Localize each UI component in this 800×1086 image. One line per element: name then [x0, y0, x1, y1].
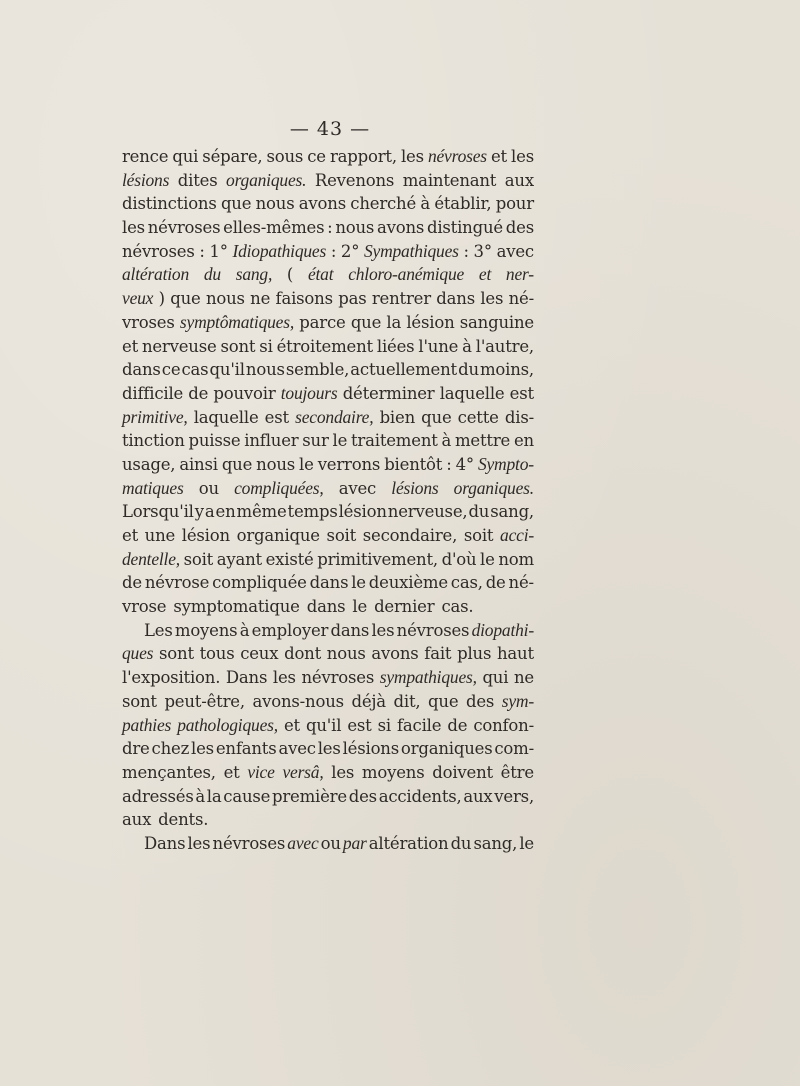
word: de — [188, 383, 209, 403]
word: que — [221, 454, 253, 474]
word: névroses — [212, 833, 286, 853]
word: que — [350, 312, 382, 332]
word: que — [220, 194, 252, 214]
word: la — [386, 312, 402, 332]
word: le — [332, 431, 348, 451]
italic-word: diopathi- — [471, 619, 534, 640]
word: puisse — [188, 431, 241, 451]
word: sont — [220, 336, 256, 356]
word: le — [519, 833, 534, 853]
text-line — [122, 263, 534, 287]
italic-word: primitive, — [122, 406, 188, 427]
word: parce — [299, 312, 346, 332]
word: les — [272, 668, 296, 688]
word: en — [513, 431, 534, 451]
word: l'exposition. — [122, 668, 221, 688]
word: les — [371, 620, 395, 640]
word: la — [206, 786, 222, 806]
text-line — [122, 524, 534, 548]
word: et — [283, 715, 300, 735]
word: les — [187, 833, 211, 853]
word: les — [480, 289, 504, 309]
word: ne — [513, 668, 534, 688]
italic-word: sympathiques, — [379, 667, 477, 688]
word: qui — [172, 147, 199, 166]
word: Dans — [144, 833, 186, 853]
text-line — [122, 429, 534, 453]
italic-word: lésions — [391, 477, 439, 498]
word: dites — [177, 170, 218, 190]
word: peut-être, — [164, 691, 245, 711]
word: 1° — [209, 241, 228, 261]
text-line — [122, 500, 534, 524]
word: confon- — [473, 715, 534, 735]
word: enfants — [215, 739, 277, 759]
word: nous — [205, 289, 245, 309]
word: que — [421, 407, 452, 427]
word: névroses — [122, 241, 195, 261]
word: fait — [424, 644, 452, 664]
body-text — [122, 145, 534, 856]
text-line — [122, 453, 534, 477]
italic-word: état — [307, 264, 334, 285]
word: nous — [256, 454, 296, 474]
text-line — [122, 571, 534, 595]
word: ce — [161, 360, 181, 380]
word: dit, — [393, 691, 421, 711]
word: pour — [495, 194, 534, 214]
text-line — [122, 335, 534, 359]
word: primitivement, — [317, 549, 438, 569]
word: du — [468, 502, 490, 522]
word: avons-nous — [252, 691, 344, 711]
word: d'où — [441, 549, 477, 569]
word: vroses — [122, 312, 175, 332]
word: lésions — [342, 739, 399, 759]
word: altération — [368, 833, 449, 853]
word: en — [215, 502, 236, 522]
word: des — [465, 691, 495, 711]
italic-word: symptômatiques, — [179, 311, 295, 332]
word: actuellement — [350, 360, 457, 380]
italic-word: et — [478, 264, 492, 285]
word: à — [441, 431, 452, 451]
word: : — [330, 241, 337, 261]
italic-word: par — [342, 832, 367, 853]
word: ayant — [216, 549, 262, 569]
word: dis- — [504, 407, 534, 427]
word: lésion — [406, 312, 455, 332]
word: ou — [198, 478, 219, 498]
word: déterminer — [342, 383, 435, 403]
word: et — [122, 336, 138, 356]
word: est — [264, 407, 289, 427]
italic-word: vice — [247, 761, 275, 782]
text-line — [122, 382, 534, 406]
word: moins, — [479, 360, 534, 380]
word: les — [400, 147, 424, 166]
word: Les — [144, 620, 173, 640]
word: établir, — [434, 194, 492, 214]
italic-word: organiques. — [226, 169, 307, 190]
italic-word: secondaire, — [295, 406, 374, 427]
word: plus — [457, 644, 492, 664]
word: le — [299, 454, 314, 474]
italic-word: toujours — [280, 382, 338, 403]
word: les — [317, 739, 341, 759]
word: com- — [494, 739, 534, 759]
word: usage, — [122, 454, 176, 474]
word: les — [191, 739, 214, 759]
word: névroses — [301, 668, 375, 688]
word: soit — [463, 526, 494, 545]
word: sont — [159, 644, 194, 664]
word: : — [327, 218, 333, 238]
word: semble, — [285, 360, 350, 380]
italic-word: compliquées, — [234, 477, 324, 498]
word: organiques — [400, 739, 493, 759]
word: l'une — [418, 336, 459, 356]
word: deuxième — [368, 573, 448, 593]
word: cas. — [441, 597, 474, 617]
word: cas, — [450, 573, 483, 593]
word: Dans — [225, 668, 268, 688]
word: 3° — [473, 241, 492, 261]
word: l'autre, — [475, 336, 534, 356]
italic-word: matiques — [122, 477, 184, 498]
word: nous — [255, 194, 295, 214]
word: à — [420, 194, 430, 214]
word: distingué — [426, 218, 503, 238]
word: y — [194, 502, 204, 522]
text-line — [122, 690, 534, 714]
word: rapport, — [329, 147, 397, 166]
word: employer — [251, 620, 329, 640]
word: et — [223, 762, 240, 782]
word: symptomatique — [173, 597, 300, 617]
word: laquelle — [439, 383, 505, 403]
word: a — [204, 502, 215, 522]
italic-word: névroses — [427, 146, 487, 166]
italic-word: ner- — [505, 264, 534, 285]
word: ) — [158, 289, 165, 309]
word: le — [351, 573, 366, 593]
word: première — [271, 786, 347, 806]
word: sur — [302, 431, 329, 451]
word: avec — [496, 241, 534, 261]
word: à — [239, 620, 250, 640]
word: verrons — [317, 454, 381, 474]
text-line — [122, 406, 534, 430]
word: même — [236, 502, 287, 522]
text-line — [122, 832, 534, 856]
word: du — [450, 833, 472, 853]
word: 2° — [340, 241, 360, 261]
word: chez — [151, 739, 190, 759]
word: : — [199, 241, 205, 261]
word: à — [462, 336, 472, 356]
word: pas — [338, 289, 367, 309]
word: bientôt — [384, 454, 443, 474]
word: avons — [298, 194, 346, 214]
word: névrose — [144, 573, 210, 593]
word: faisons — [275, 289, 333, 309]
word: les — [122, 218, 145, 238]
word: que — [170, 289, 201, 309]
word: de — [122, 573, 142, 593]
word: moyens — [174, 620, 238, 640]
word: dre — [122, 739, 150, 759]
word: dans — [122, 360, 161, 380]
word: sang, — [490, 502, 534, 522]
word: vrose — [122, 597, 167, 617]
word: cette — [457, 407, 499, 427]
text-line — [122, 358, 534, 382]
italic-word: Sympathiques — [363, 240, 459, 261]
word: ( — [286, 265, 294, 285]
text-line — [122, 192, 534, 216]
word: lésion — [338, 502, 387, 522]
word: des — [505, 218, 534, 238]
word: étroitement — [276, 336, 373, 356]
word: 4° — [455, 454, 474, 474]
text-line — [122, 761, 534, 785]
word: les — [331, 762, 355, 782]
word: si — [377, 715, 391, 735]
word: distinctions — [122, 194, 217, 214]
word: le — [352, 597, 368, 617]
italic-word: pathologiques, — [177, 714, 278, 735]
word: compliquée — [212, 573, 307, 593]
word: sépare, — [202, 147, 263, 166]
word: ceux — [240, 644, 279, 664]
text-line — [122, 666, 534, 690]
word: Lorsqu'il — [122, 502, 194, 522]
word: sanguine — [459, 312, 534, 332]
word: mençantes, — [122, 762, 216, 782]
italic-word: ques — [122, 643, 154, 664]
word: dans — [306, 597, 346, 617]
word: haut — [496, 644, 534, 664]
word: elles-mêmes — [223, 218, 325, 238]
word: déjà — [351, 691, 386, 711]
word: est — [347, 715, 372, 735]
word: soit — [326, 526, 357, 545]
word: ne — [250, 289, 271, 309]
word: dans — [330, 620, 370, 640]
word: qu'il — [209, 360, 245, 380]
word: moyens — [361, 762, 425, 782]
word: né- — [508, 289, 534, 309]
word: difficile — [122, 383, 184, 403]
word: sous — [266, 147, 304, 166]
word: dents. — [158, 810, 209, 830]
word: mettre — [454, 431, 511, 451]
word: existé — [265, 549, 314, 569]
word: aux — [122, 810, 152, 830]
word: les — [511, 147, 534, 166]
word: qui — [482, 668, 509, 688]
word: maintenant — [402, 170, 497, 190]
word: Revenons — [314, 170, 395, 190]
word: ainsi — [179, 454, 218, 474]
text-line — [122, 216, 534, 240]
word: avons — [376, 218, 425, 238]
italic-word: avec — [287, 832, 319, 853]
text-line — [122, 477, 534, 501]
word: névroses — [147, 218, 221, 238]
word: cas — [181, 360, 209, 380]
word: traitement — [350, 431, 438, 451]
italic-word: sang, — [235, 264, 273, 285]
text-line — [122, 311, 534, 335]
text-line — [122, 240, 534, 264]
word: avons — [371, 644, 419, 664]
page-number: — 43 — — [289, 118, 371, 140]
word: du — [458, 360, 479, 380]
word: est — [509, 383, 534, 403]
word: liées — [376, 336, 415, 356]
word: névroses — [396, 620, 470, 640]
word: et — [490, 147, 507, 166]
text-line — [122, 785, 534, 809]
text-line — [122, 287, 534, 311]
word: si — [259, 336, 273, 356]
word: accidents, — [378, 786, 462, 806]
word: ce — [307, 147, 326, 166]
italic-word: lésions — [122, 169, 170, 190]
word: dont — [284, 644, 322, 664]
text-line — [122, 548, 534, 572]
word: secondaire, — [362, 526, 458, 545]
word: tinction — [122, 431, 185, 451]
word: ou — [320, 833, 341, 853]
word: nous — [335, 218, 375, 238]
italic-word: pathies — [122, 714, 172, 735]
word: soit — [183, 549, 214, 569]
word: le — [480, 549, 495, 569]
word: : — [463, 241, 469, 261]
italic-word: Sympto- — [477, 453, 534, 474]
word: dans — [309, 573, 349, 593]
word: lésion — [181, 526, 230, 545]
word: doivent — [432, 762, 493, 782]
text-line — [122, 595, 534, 619]
word: bien — [379, 407, 415, 427]
text-line — [122, 145, 534, 169]
word: facile — [397, 715, 442, 735]
word: des — [348, 786, 377, 806]
word: né- — [508, 573, 534, 593]
word: de — [485, 573, 506, 593]
italic-word: acci- — [500, 525, 534, 545]
word: que — [428, 691, 459, 711]
word: aux — [463, 786, 493, 806]
word: organique — [236, 526, 320, 545]
word: dernier — [374, 597, 435, 617]
word: nous — [326, 644, 366, 664]
word: sont — [122, 691, 157, 711]
text-line — [122, 808, 534, 832]
italic-word: Idiopathiques — [232, 240, 327, 261]
word: influer — [244, 431, 299, 451]
italic-word: veux — [122, 288, 154, 309]
word: rence — [122, 147, 169, 166]
word: nom — [498, 549, 534, 569]
word: laquelle — [193, 407, 259, 427]
word: tous — [199, 644, 235, 664]
text-line — [122, 714, 534, 738]
italic-word: chloro-anémique — [348, 264, 465, 285]
italic-word: organiques. — [453, 477, 534, 498]
word: une — [144, 526, 176, 545]
text-line — [122, 169, 534, 193]
word: nous — [245, 360, 285, 380]
word: vers, — [494, 786, 534, 806]
word: cherché — [350, 194, 417, 214]
word: à — [195, 786, 206, 806]
word: de — [447, 715, 468, 735]
word: aux — [504, 170, 534, 190]
word: qu'il — [306, 715, 342, 735]
word: sang, — [473, 833, 518, 853]
italic-word: sym- — [501, 690, 534, 711]
italic-word: dentelle, — [122, 548, 180, 569]
word: adressés — [122, 786, 194, 806]
italic-word: versâ, — [282, 761, 324, 782]
text-line — [122, 737, 534, 761]
text-line — [122, 619, 534, 643]
italic-word: altération — [122, 264, 190, 285]
word: rentrer — [371, 289, 431, 309]
italic-word: du — [203, 264, 221, 285]
word: dans — [436, 289, 475, 309]
text-line — [122, 642, 534, 666]
word: cause — [223, 786, 271, 806]
word: avec — [338, 478, 377, 498]
word: nerveuse, — [387, 502, 468, 522]
word: temps — [287, 502, 338, 522]
word: pouvoir — [213, 383, 276, 403]
word: : — [446, 454, 452, 474]
word: être — [500, 762, 534, 782]
word: et — [122, 526, 138, 545]
word: avec — [278, 739, 316, 759]
word: nerveuse — [141, 336, 217, 356]
